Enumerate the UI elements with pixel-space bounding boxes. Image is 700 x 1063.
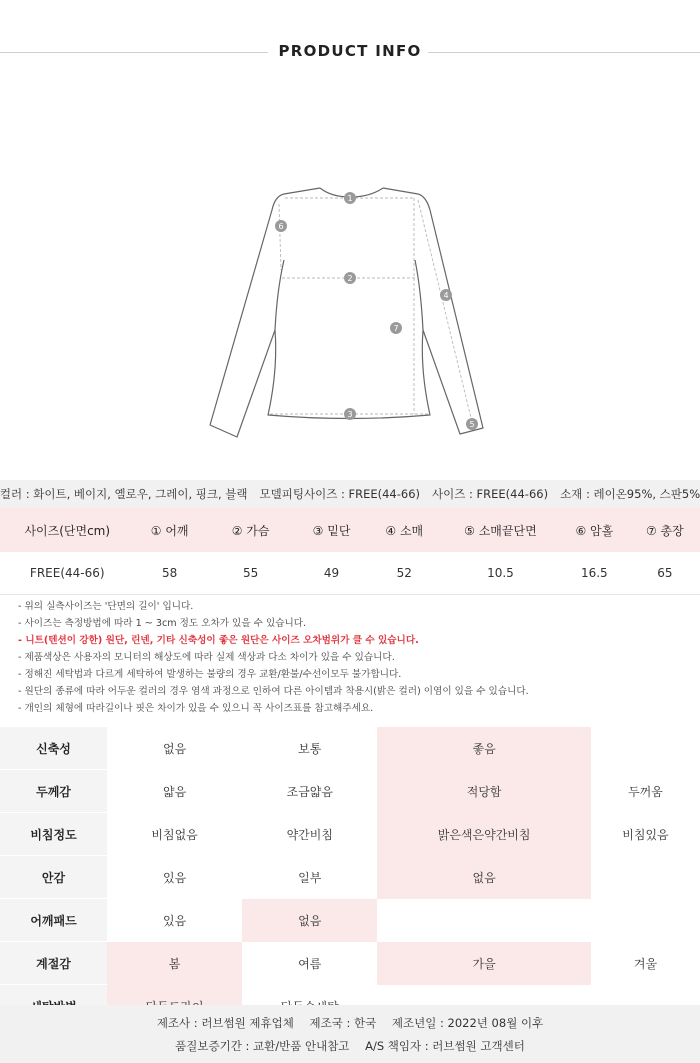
property-row-stretch — [0, 727, 700, 770]
size-spec: 사이즈 : FREE(44-66) — [432, 487, 549, 501]
note-item: - 위의 실측사이즈는 '단면의 길이' 입니다. — [18, 601, 194, 612]
property-option: 조금얇음 — [286, 784, 333, 799]
size-cell: 52 — [367, 552, 442, 595]
property-row-sheerness — [0, 813, 700, 856]
footer-row-maker — [0, 1015, 700, 1031]
marker-shoulder — [344, 192, 356, 204]
property-label: 두께감 — [0, 770, 107, 813]
size-header-cell: ③ 밑단 — [296, 508, 366, 552]
note-item: - 정해진 세탁법과 다르게 세탁하여 발생하는 불량의 경우 교환/환불/수선이모두 불가합니다. — [18, 669, 402, 680]
table-row — [0, 552, 700, 595]
header-divider-right — [428, 52, 700, 53]
size-header-cell: ⑦ 총장 — [630, 508, 700, 552]
property-label: 신축성 — [0, 727, 107, 770]
property-option: 보통 — [298, 741, 322, 756]
size-cell: 49 — [296, 552, 366, 595]
product-info-title: PRODUCT INFO — [278, 42, 422, 60]
note-item: - 개인의 체형에 따라길이나 핏은 차이가 있을 수 있으니 꼭 사이즈표를 참고해주세요. — [18, 703, 374, 714]
property-option-selected: 봄 — [107, 942, 242, 985]
svg-text:7: 7 — [393, 324, 399, 333]
material-spec: 소재 : 레이온95%, 스판5% — [560, 487, 700, 501]
size-notes — [18, 598, 698, 717]
size-table — [0, 508, 700, 595]
sleeve-measure-line — [418, 200, 472, 422]
property-option-selected: 좋음 — [377, 727, 591, 770]
size-cell: 10.5 — [442, 552, 559, 595]
property-label: 계절감 — [0, 942, 107, 985]
marker-cuff — [466, 418, 478, 430]
property-option-selected: 밝은색은약간비침 — [377, 813, 591, 856]
size-table-header — [0, 508, 700, 552]
svg-text:4: 4 — [443, 291, 449, 300]
property-option: 없음 — [162, 741, 187, 756]
garment-diagram — [190, 170, 510, 445]
size-header-cell: ② 가슴 — [205, 508, 297, 552]
model-size-spec: 모델피팅사이즈 : FREE(44-66) — [259, 487, 421, 501]
size-cell: FREE(44-66) — [0, 552, 135, 595]
armhole-measure-line — [278, 204, 284, 270]
property-row-thickness — [0, 770, 700, 813]
note-item: - 원단의 종류에 따라 어두운 컬러의 경우 염색 과정으로 인하여 다른 아이템과 착용시(밝은 컬러) 이염이 있을 수 있습니다. — [18, 686, 529, 697]
property-option — [377, 899, 591, 942]
manufacturer-footer — [0, 1005, 700, 1063]
property-option: 겨울 — [633, 956, 658, 971]
property-row-lining — [0, 856, 700, 899]
property-row-shoulder-pad — [0, 899, 700, 942]
color-spec: 컬러 : 화이트, 베이지, 옐로우, 그레이, 핑크, 블랙 — [0, 487, 248, 501]
size-cell: 58 — [135, 552, 205, 595]
property-row-season — [0, 942, 700, 985]
manufacturer-text: 제조사 : 러브썸원 제휴업체 — [156, 1016, 294, 1030]
property-option: 일부 — [298, 870, 322, 885]
svg-text:3: 3 — [347, 410, 353, 419]
right-armhole-seam — [415, 260, 423, 330]
property-option — [591, 899, 700, 942]
garment-outline — [210, 188, 483, 437]
size-cell: 55 — [205, 552, 297, 595]
property-option: 있음 — [162, 913, 187, 928]
svg-text:5: 5 — [469, 420, 475, 429]
product-spec-bar — [0, 480, 700, 508]
note-item: - 제품색상은 사용자의 모니터의 해상도에 따라 실제 색상과 다소 차이가 있을 수 있습니다. — [18, 652, 395, 663]
date-text: 제조년일 : 2022년 08월 이후 — [391, 1016, 544, 1030]
property-option: 여름 — [298, 956, 322, 971]
footer-row-warranty — [0, 1038, 700, 1054]
note-item-warning: - 니트(텐션이 강한) 원단, 린넨, 기타 신축성이 좋은 원단은 사이즈 오차범위가 클 수 있습니다. — [18, 635, 419, 646]
property-option: 비침있음 — [622, 827, 669, 842]
svg-text:2: 2 — [347, 274, 353, 283]
size-header-cell: ④ 소매 — [367, 508, 442, 552]
property-option: 있음 — [162, 870, 187, 885]
property-label: 어깨패드 — [0, 899, 107, 942]
note-item: - 사이즈는 측정방법에 따라 1 ~ 3cm 정도 오차가 있을 수 있습니다. — [18, 618, 307, 629]
marker-armhole — [275, 220, 287, 232]
svg-text:6: 6 — [278, 222, 284, 231]
property-option: 약간비침 — [286, 827, 333, 842]
property-label: 안감 — [0, 856, 107, 899]
property-option — [591, 727, 700, 770]
property-option: 비침없음 — [151, 827, 198, 842]
as-text: A/S 책임자 : 러브썸원 고객센터 — [365, 1039, 525, 1053]
property-option-selected: 적당함 — [377, 770, 591, 813]
property-option: 얇음 — [162, 784, 187, 799]
marker-length — [390, 322, 402, 334]
svg-text:1: 1 — [347, 194, 353, 203]
property-label: 비침정도 — [0, 813, 107, 856]
marker-chest — [344, 272, 356, 284]
size-header-cell: ⑤ 소매끝단면 — [442, 508, 559, 552]
properties-table — [0, 727, 700, 1028]
product-info-header — [0, 0, 700, 100]
size-cell: 65 — [630, 552, 700, 595]
property-option-selected: 가을 — [377, 942, 591, 985]
property-option: 두꺼움 — [628, 784, 663, 799]
property-option — [591, 856, 700, 899]
size-header-cell: 사이즈(단면cm) — [0, 508, 135, 552]
warranty-text: 품질보증기간 : 교환/반품 안내참고 — [175, 1039, 350, 1053]
size-cell: 16.5 — [559, 552, 630, 595]
left-armhole-seam — [275, 260, 284, 330]
property-option-selected: 없음 — [377, 856, 591, 899]
size-header-cell: ⑥ 암홀 — [559, 508, 630, 552]
marker-sleeve — [440, 289, 452, 301]
marker-hem — [344, 408, 356, 420]
country-text: 제조국 : 한국 — [309, 1016, 377, 1030]
property-option-selected: 없음 — [242, 899, 377, 942]
size-header-cell: ① 어깨 — [135, 508, 205, 552]
